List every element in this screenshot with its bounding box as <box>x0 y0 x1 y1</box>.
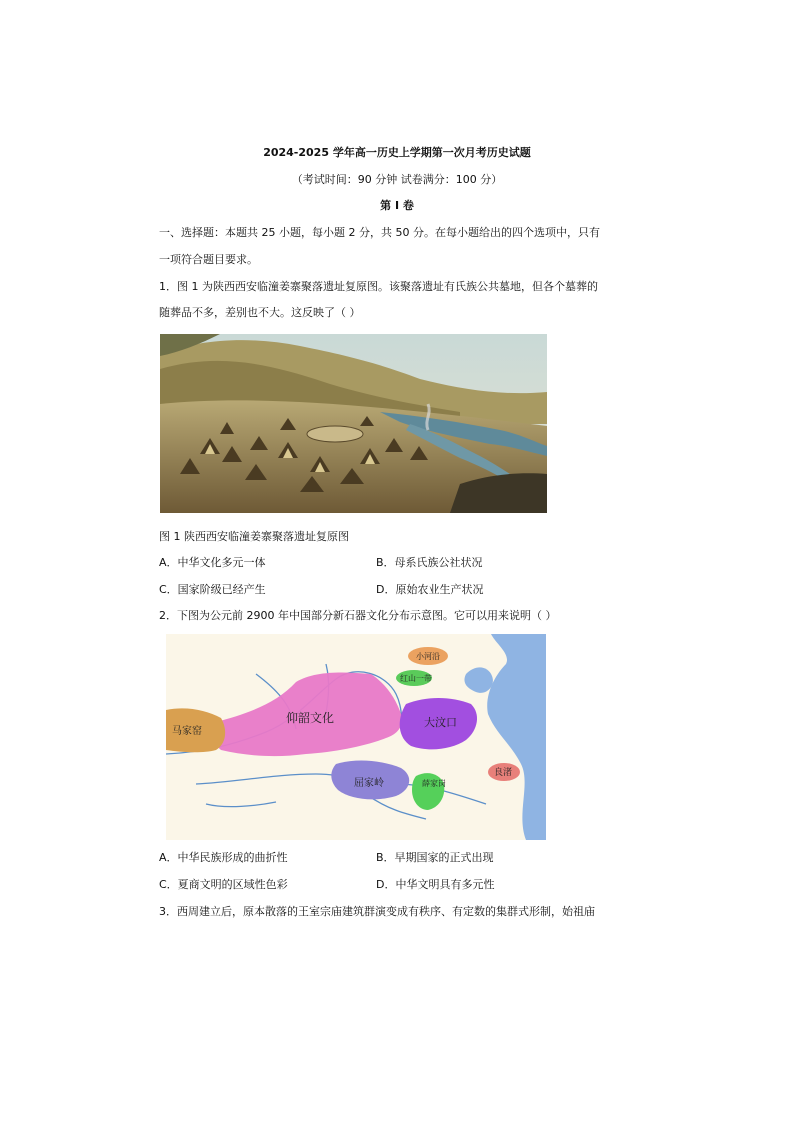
settlement-reconstruction-image <box>160 334 547 513</box>
volume-heading: 第 I 卷 <box>380 199 414 212</box>
map-label-majiayao: 马家窑 <box>172 726 202 737</box>
map-label-xuejiagang: 薛家岗 <box>422 779 446 788</box>
map-label-yangshao: 仰韶文化 <box>286 711 335 725</box>
map-label-hongshan: 红山一带 <box>400 674 432 683</box>
exam-info: （考试时间：90 分钟 试卷满分：100 分） <box>291 173 503 186</box>
neolithic-culture-map <box>166 634 546 840</box>
question-1-stem-line-1: 1．图 1 为陕西西安临潼姜寨聚落遗址复原图。该聚落遗址有氏族公共墓地，但各个墓葬的 <box>159 280 598 293</box>
question-2-option-d[interactable]: D．中华文明具有多元性 <box>376 878 495 891</box>
question-3-stem-line-1: 3．西周建立后，原本散落的王室宗庙建筑群演变成有秩序、有定数的集群式形制，始祖庙 <box>159 905 595 918</box>
question-1-stem-line-2: 随葬品不多，差别也不大。这反映了（ ） <box>159 306 361 319</box>
question-2-option-b[interactable]: B．早期国家的正式出现 <box>376 851 494 864</box>
map-label-liangzhu: 良渚 <box>494 768 513 778</box>
question-1-option-a[interactable]: A．中华文化多元一体 <box>159 556 266 569</box>
instructions-line-1: 一、选择题：本题共 25 小题，每小题 2 分，共 50 分。在每小题给出的四个选项中，只有 <box>159 226 600 239</box>
question-1-option-b[interactable]: B．母系氏族公社状况 <box>376 556 483 569</box>
map-label-dawenkou: 大汶口 <box>424 716 457 729</box>
question-1-option-d[interactable]: D．原始农业生产状况 <box>376 583 484 596</box>
exam-title: 2024-2025 学年高一历史上学期第一次月考历史试题 <box>263 146 531 159</box>
map-label-qujialing: 屈家岭 <box>354 778 384 789</box>
question-2-stem: 2．下图为公元前 2900 年中国部分新石器文化分布示意图。它可以用来说明（ ） <box>159 609 557 622</box>
map-label-xiaoheyan: 小河沿 <box>416 652 440 661</box>
question-2-option-a[interactable]: A．中华民族形成的曲折性 <box>159 851 288 864</box>
question-1-option-c[interactable]: C．国家阶级已经产生 <box>159 583 266 596</box>
instructions-line-2: 一项符合题目要求。 <box>159 253 258 266</box>
figure-1-caption: 图 1 陕西西安临潼姜寨聚落遗址复原图 <box>159 530 349 543</box>
question-2-option-c[interactable]: C．夏商文明的区域性色彩 <box>159 878 288 891</box>
